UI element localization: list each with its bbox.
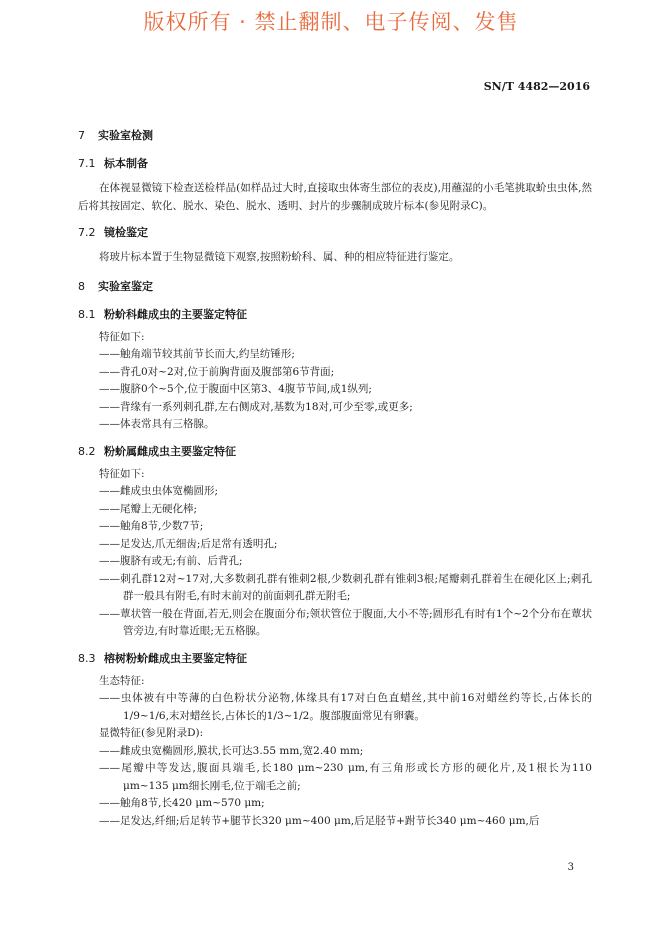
section-7-1-heading	[78, 156, 592, 172]
document-body	[78, 128, 592, 830]
list-item: ——足发达,爪无细齿;后足常有透明孔;	[99, 537, 278, 550]
list-item: ——体表常具有三格腺。	[99, 418, 215, 430]
section-8-3-heading	[78, 651, 592, 667]
section-title: 榕树粉蚧雌成虫主要鉴定特征	[104, 651, 247, 665]
section-number: 8.2	[78, 444, 96, 458]
list-item: ——触角8节,长420 μm~570 μm;	[99, 797, 265, 809]
copyright-watermark: 版权所有 · 禁止翻制、电子传阅、发售	[143, 10, 519, 34]
section-8-heading	[78, 279, 592, 295]
list-item: ——尾瓣中等发达,腹面具端毛,长180 μm~230 μm,有三角形或长方形的硬化片,及1根长为110 μm~135 μm细长刚毛,位于端毛之前;	[99, 762, 592, 792]
list-item: ——腹脐0个~5个,位于腹面中区第3、4腹节节间,成1纵列;	[99, 383, 372, 395]
microscopic-features-intro: 显微特征(参见附录D):	[99, 727, 204, 739]
list-item: ——刺孔群12对~17对,大多数刺孔群有锥刺2根,少数刺孔群有锥刺3根;尾瓣刺孔群着生在硬化区上;刺孔群一般具有附毛,有时末前对的前面刺孔群无附毛;	[99, 572, 592, 602]
section-title: 标本制备	[104, 157, 148, 170]
section-7-2-text: 将玻片标本置于生物显微镜下观察,按照粉蚧科、属、种的相应特征进行鉴定。	[99, 251, 460, 263]
page-number: 3	[567, 862, 574, 873]
section-title: 实验室鉴定	[98, 279, 153, 293]
section-8-1-heading	[78, 307, 592, 323]
section-title: 粉蚧属雌成虫主要鉴定特征	[104, 444, 236, 458]
list-item: ——足发达,纤细;后足转节+腿节长320 μm~400 μm,后足胫节+跗节长340 μm~460 μm,后	[99, 814, 540, 827]
section-number: 7.1	[78, 157, 96, 170]
section-8-1-intro: 特征如下:	[99, 330, 145, 343]
list-item: ——雌成虫宽椭圆形,膜状,长可达3.55 mm,宽2.40 mm;	[99, 744, 364, 757]
list-item: ——尾瓣上无硬化棒;	[99, 502, 198, 515]
section-8-2-heading	[78, 444, 592, 460]
section-number: 8	[78, 279, 85, 293]
list-item: ——触角8节,少数7节;	[99, 520, 204, 532]
list-item: ——背缘有一系列刺孔群,左右侧成对,基数为18对,可少至零,或更多;	[99, 400, 413, 413]
list-item: ——腹脐有或无;有前、后背孔;	[99, 555, 243, 567]
section-7-1-text: 在体视显微镜下检查送检样品(如样品过大时,直接取虫体寄生部位的表皮),用蘸湿的小毛笔挑取蚧虫虫体,然后将其按固定、软化、脱水、染色、脱水、透明、封片的步骤制成玻片标本(参见附录C)。	[78, 182, 592, 212]
section-number: 7.2	[78, 226, 96, 239]
list-item: ——蕈状管一般在背面,若无,则会在腹面分布;领状管位于腹面,大小不等;圆形孔有时有1个~2个分布在蕈状管旁边,有时靠近眼;无五格腺。	[99, 607, 592, 637]
section-title: 实验室检测	[98, 129, 153, 142]
standard-code: SN/T 4482—2016	[483, 80, 590, 93]
list-item: ——触角端节较其前节长而大,约呈纺锤形;	[99, 348, 295, 360]
section-title: 粉蚧科雌成虫的主要鉴定特征	[104, 307, 247, 321]
list-item: ——虫体被有中等薄的白色粉状分泌物,体缘具有17对白色直蜡丝,其中前16对蜡丝约等长,占体长的1/9~1/6,末对蜡丝长,占体长的1/3~1/2。腹部腹面常见有卵囊。	[99, 692, 592, 722]
section-7-heading	[78, 128, 592, 144]
list-item: ——雌成虫虫体宽椭圆形;	[99, 485, 219, 497]
ecological-features-intro: 生态特征:	[99, 674, 145, 687]
section-title: 镜检鉴定	[104, 226, 148, 239]
section-7-2-heading	[78, 225, 592, 241]
section-number: 7	[78, 129, 85, 142]
section-number: 8.3	[78, 651, 96, 665]
section-number: 8.1	[78, 307, 96, 321]
section-8-2-intro: 特征如下:	[99, 467, 145, 480]
list-item: ——背孔0对~2对,位于前胸背面及腹部第6节背面;	[99, 365, 335, 378]
